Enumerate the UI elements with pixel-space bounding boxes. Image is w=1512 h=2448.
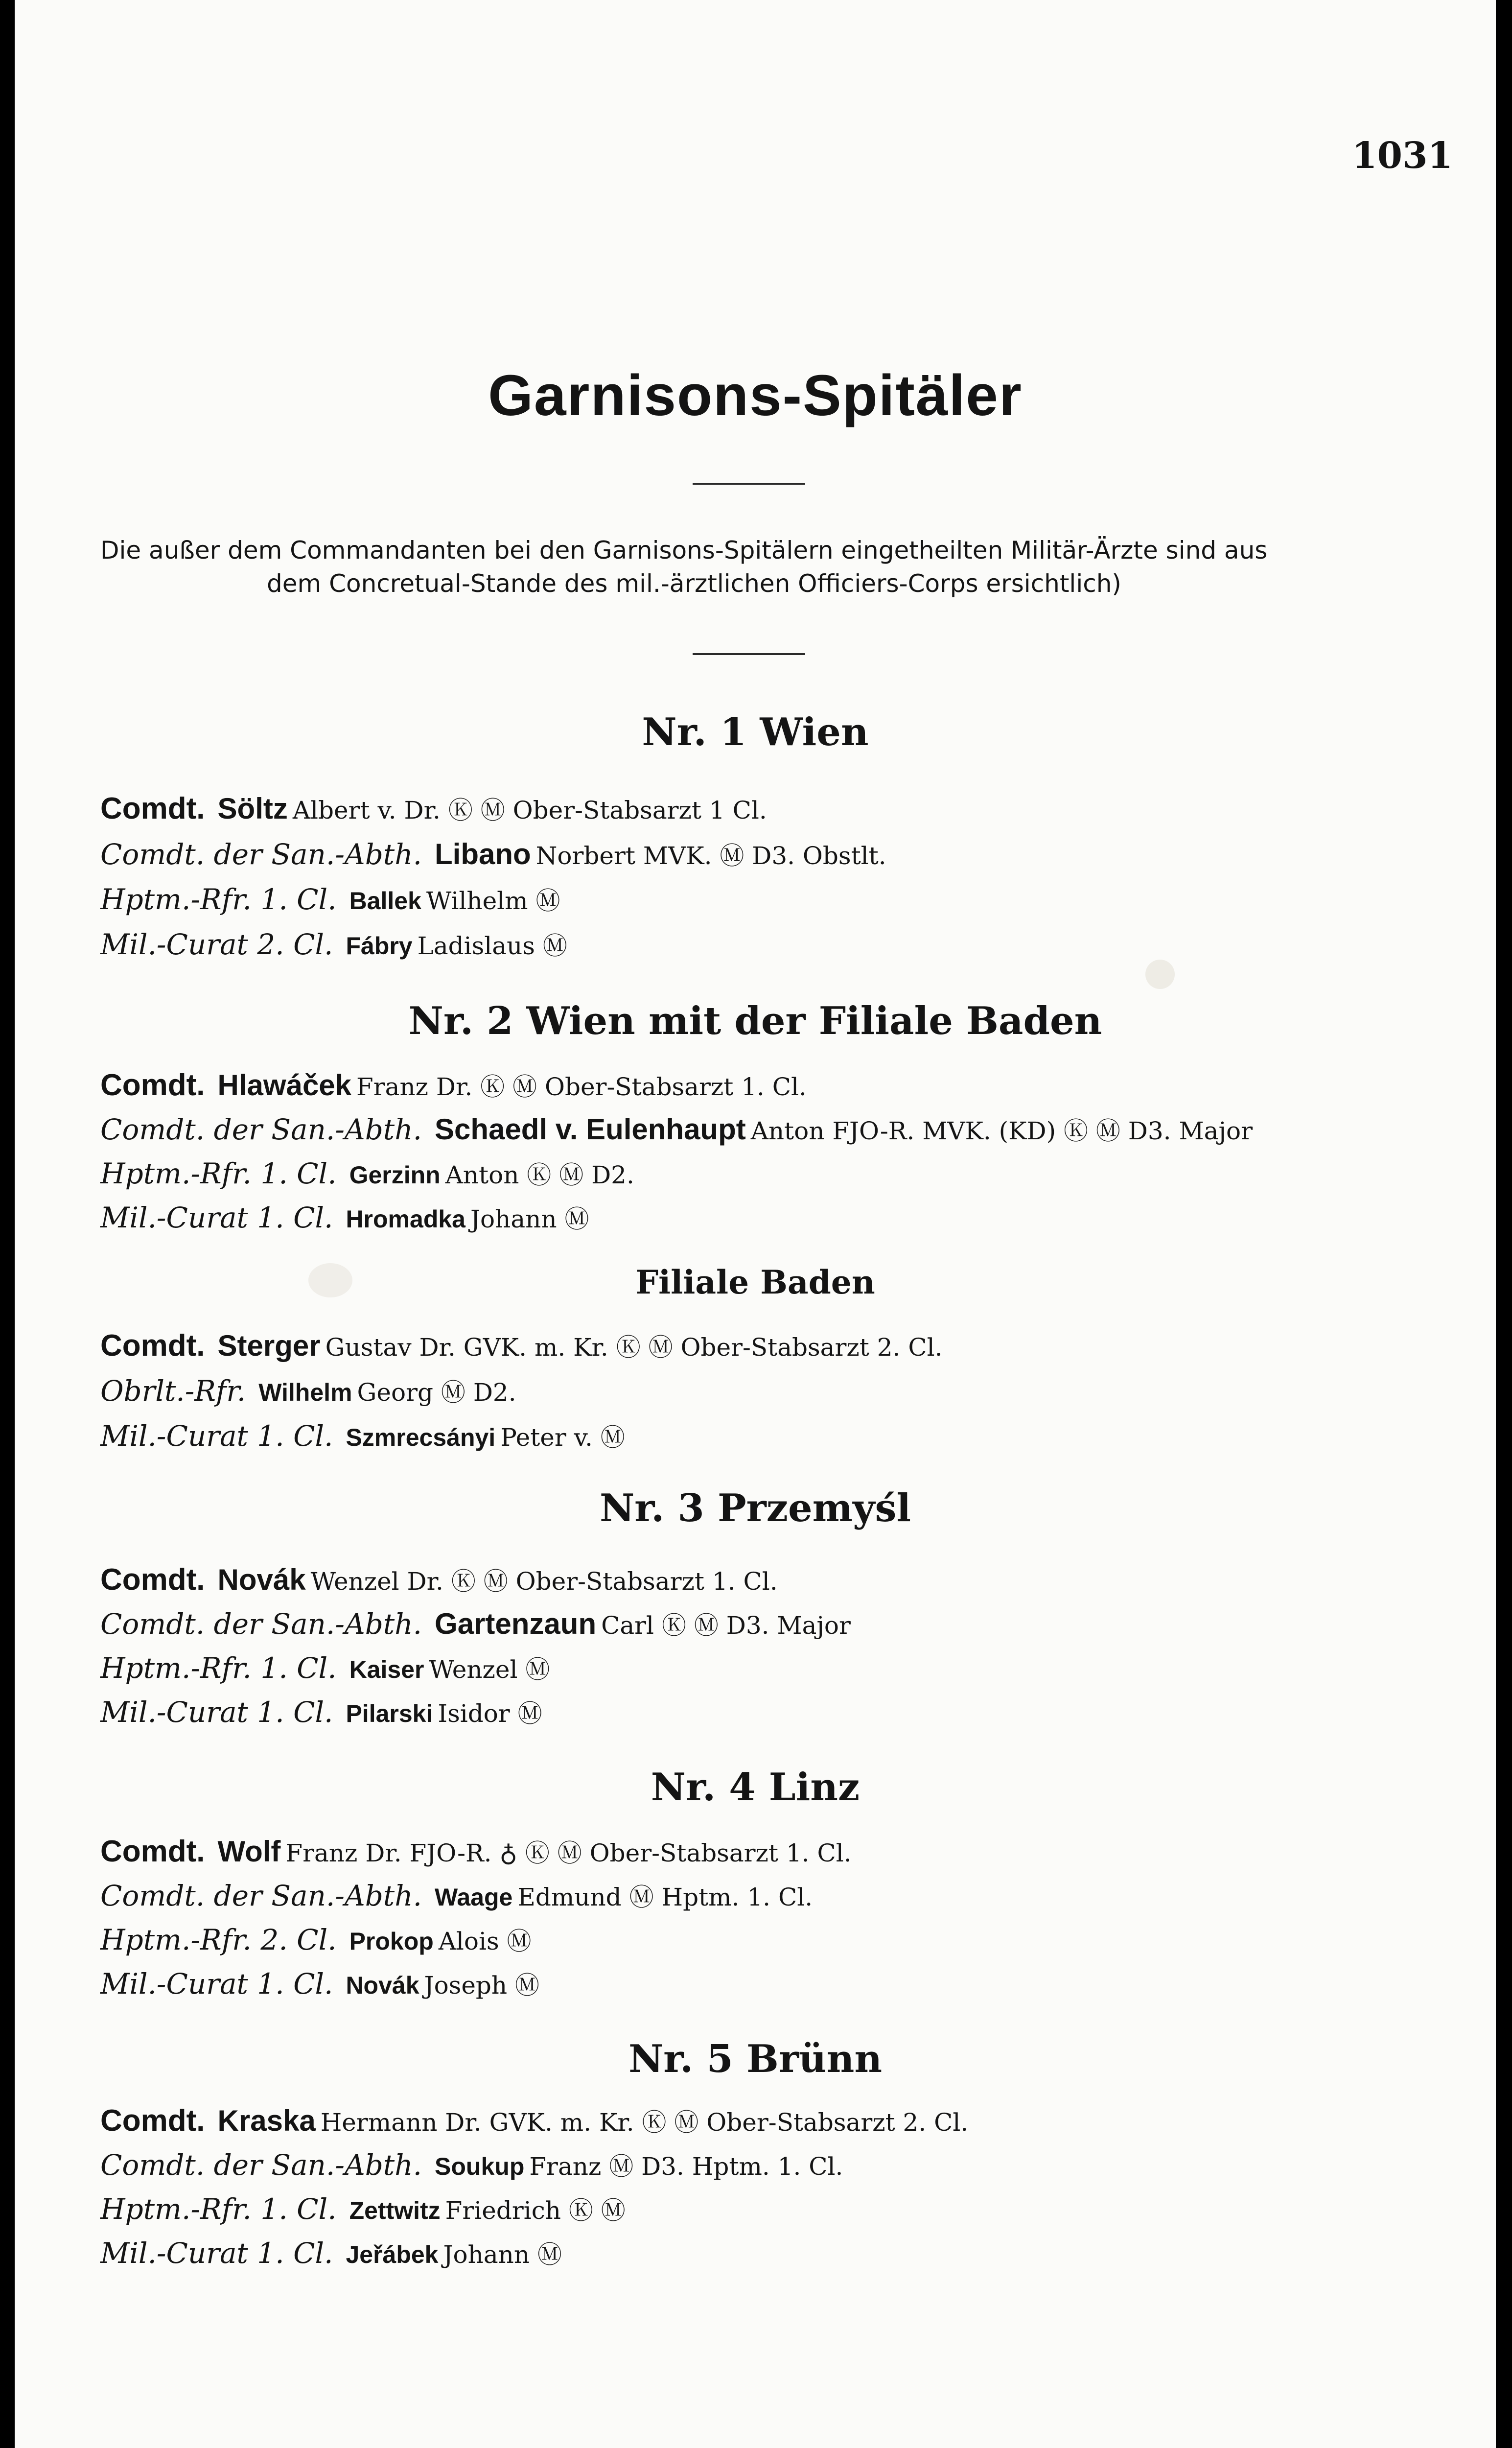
- subsection-heading: Filiale Baden: [635, 1263, 875, 1301]
- entry-role: Mil.-Curat 1. Cl.: [100, 1419, 333, 1453]
- entry-name: Gartenzaun: [435, 1607, 597, 1640]
- section-heading: Nr. 2 Wien mit der Filiale Baden: [408, 999, 1102, 1043]
- document-page: [15, 0, 1496, 2448]
- entry-details: Franz Dr. Ⓚ Ⓜ Ober-Stabsarzt 1. Cl.: [356, 1073, 807, 1101]
- list-item: [100, 926, 567, 962]
- intro-paragraph: [100, 534, 1466, 600]
- paper-stain: [1145, 960, 1175, 989]
- entry-details: Edmund Ⓜ Hptm. 1. Cl.: [517, 1883, 813, 1911]
- entry-name: Schaedl v. Eulenhaupt: [435, 1113, 746, 1146]
- entry-details: Ladislaus Ⓜ: [417, 932, 567, 960]
- section-heading: Nr. 5 Brünn: [628, 2037, 883, 2081]
- entry-role: Comdt. der San.-Abth.: [100, 2148, 422, 2182]
- entry-role: Comdt.: [100, 1563, 205, 1597]
- list-item: [100, 1328, 942, 1363]
- page-title: Garnisons-Spitäler: [488, 363, 1023, 428]
- entry-details: Peter v. Ⓜ: [500, 1423, 625, 1452]
- entry-role: Comdt.: [100, 1329, 205, 1363]
- list-item: [100, 1373, 516, 1408]
- entry-role: Mil.-Curat 2. Cl.: [100, 928, 333, 961]
- entry-name: Zettwitz: [349, 2197, 441, 2224]
- title-divider: [693, 483, 805, 485]
- entry-name: Wilhelm: [258, 1379, 352, 1406]
- list-item: [100, 791, 767, 826]
- entry-role: Comdt.: [100, 1068, 205, 1102]
- list-item: [100, 1155, 634, 1191]
- entry-role: Hptm.-Rfr. 1. Cl.: [100, 883, 337, 916]
- entry-details: Anton FJO-R. MVK. (KD) Ⓚ Ⓜ D3. Major: [750, 1117, 1253, 1145]
- entry-details: Anton Ⓚ Ⓜ D2.: [445, 1161, 634, 1189]
- entry-details: Friedrich Ⓚ Ⓜ: [445, 2196, 626, 2225]
- entry-details: Franz Dr. FJO-R. ♁ Ⓚ Ⓜ Ober-Stabsarzt 1. Cl.: [285, 1839, 852, 1867]
- entry-role: Comdt.: [100, 792, 205, 825]
- list-item: [100, 2147, 843, 2182]
- list-item: [100, 2235, 562, 2270]
- list-item: [100, 881, 560, 917]
- entry-details: Hermann Dr. GVK. m. Kr. Ⓚ Ⓜ Ober-Stabsarzt 2. Cl.: [320, 2108, 969, 2137]
- entry-role: Obrlt.-Rfr.: [100, 1374, 246, 1408]
- entry-details: Albert v. Dr. Ⓚ Ⓜ Ober-Stabsarzt 1 Cl.: [292, 796, 767, 824]
- entry-details: Georg Ⓜ D2.: [357, 1378, 516, 1407]
- list-item: [100, 1650, 550, 1685]
- list-item: [100, 1067, 807, 1103]
- entry-role: Hptm.-Rfr. 1. Cl.: [100, 2192, 337, 2226]
- entry-role: Comdt. der San.-Abth.: [100, 1113, 422, 1146]
- entry-name: Novák: [346, 1972, 419, 1999]
- intro-divider: [693, 653, 805, 655]
- intro-line-1: Die außer dem Commandanten bei den Garnisons-Spitälern eingetheilten Militär-Ärzte sind aus: [100, 536, 1268, 565]
- entry-role: Mil.-Curat 1. Cl.: [100, 2236, 333, 2270]
- entry-name: Hromadka: [346, 1205, 465, 1233]
- list-item: [100, 1606, 851, 1641]
- entry-name: Gerzinn: [349, 1161, 441, 1189]
- entry-role: Mil.-Curat 1. Cl.: [100, 1967, 333, 2001]
- list-item: [100, 2103, 968, 2138]
- list-item: [100, 1834, 852, 1869]
- entry-details: Joseph Ⓜ: [424, 1971, 540, 2000]
- entry-details: Wenzel Ⓜ: [429, 1655, 550, 1684]
- entry-role: Comdt. der San.-Abth.: [100, 838, 422, 871]
- page-number: 1031: [1352, 135, 1453, 177]
- list-item: [100, 836, 886, 871]
- entry-details: Norbert MVK. Ⓜ D3. Obstlt.: [535, 842, 886, 870]
- entry-name: Söltz: [217, 792, 288, 825]
- entry-role: Comdt. der San.-Abth.: [100, 1607, 422, 1641]
- entry-role: Comdt. der San.-Abth.: [100, 1879, 422, 1912]
- list-item: [100, 1966, 539, 2001]
- entry-role: Comdt.: [100, 1835, 205, 1868]
- entry-role: Comdt.: [100, 2104, 205, 2138]
- entry-details: Johann Ⓜ: [443, 2240, 562, 2269]
- list-item: [100, 1111, 1253, 1147]
- entry-name: Fábry: [346, 932, 413, 960]
- entry-role: Hptm.-Rfr. 2. Cl.: [100, 1923, 337, 1956]
- entry-name: Prokop: [349, 1928, 434, 1955]
- entry-role: Hptm.-Rfr. 1. Cl.: [100, 1651, 337, 1685]
- entry-name: Sterger: [217, 1329, 321, 1362]
- entry-details: Wenzel Dr. Ⓚ Ⓜ Ober-Stabsarzt 1. Cl.: [310, 1567, 778, 1596]
- entry-name: Ballek: [349, 887, 421, 915]
- entry-role: Hptm.-Rfr. 1. Cl.: [100, 1157, 337, 1190]
- entry-name: Waage: [435, 1883, 513, 1911]
- entry-name: Libano: [435, 838, 531, 871]
- list-item: [100, 2191, 626, 2226]
- list-item: [100, 1562, 778, 1597]
- entry-name: Novák: [217, 1563, 306, 1596]
- intro-line-2: dem Concretual-Stande des mil.-ärztlichen Officiers-Corps ersichtlich): [267, 569, 1121, 598]
- list-item: [100, 1694, 542, 1729]
- entry-name: Kraska: [217, 2104, 316, 2137]
- entry-name: Hlawáček: [217, 1069, 352, 1102]
- entry-name: Kaiser: [349, 1656, 424, 1683]
- entry-details: Alois Ⓜ: [438, 1927, 532, 1955]
- list-item: [100, 1200, 589, 1235]
- entry-details: Franz Ⓜ D3. Hptm. 1. Cl.: [529, 2152, 843, 2181]
- entry-details: Wilhelm Ⓜ: [426, 887, 560, 915]
- entry-name: Pilarski: [346, 1700, 433, 1727]
- list-item: [100, 1878, 813, 1913]
- entry-name: Soukup: [435, 2153, 525, 2180]
- entry-name: Jeřábek: [346, 2241, 439, 2268]
- entry-details: Johann Ⓜ: [470, 1205, 589, 1233]
- entry-details: Carl Ⓚ Ⓜ D3. Major: [601, 1611, 851, 1640]
- entry-role: Mil.-Curat 1. Cl.: [100, 1201, 333, 1234]
- entry-name: Wolf: [217, 1835, 281, 1868]
- entry-role: Mil.-Curat 1. Cl.: [100, 1695, 333, 1729]
- list-item: [100, 1922, 532, 1957]
- section-heading: Nr. 4 Linz: [651, 1765, 860, 1810]
- list-item: [100, 1418, 625, 1453]
- entry-name: Szmrecsányi: [346, 1424, 496, 1451]
- entry-details: Gustav Dr. GVK. m. Kr. Ⓚ Ⓜ Ober-Stabsarzt 2. Cl.: [325, 1333, 943, 1362]
- section-heading: Nr. 1 Wien: [642, 710, 869, 754]
- section-heading: Nr. 3 Przemyśl: [599, 1486, 911, 1530]
- entry-details: Isidor Ⓜ: [438, 1699, 542, 1728]
